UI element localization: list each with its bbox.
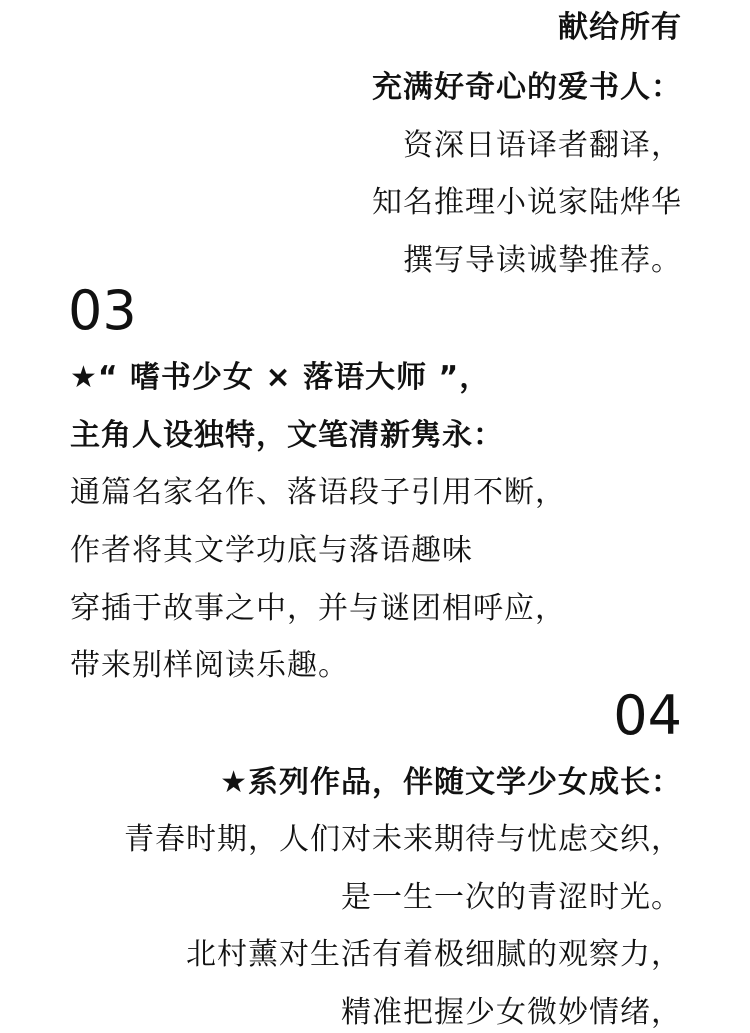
section-04-body-line-2: 是一生一次的青涩时光。 (341, 880, 682, 915)
section-04-body-line-3: 北村薰对生活有着极细腻的观察力， (186, 937, 682, 972)
section-03-heading-line-1: ★“ 嗜书少女 × 落语大师 ”， (70, 360, 491, 395)
intro-line-recommend: 撰写导读诚挚推荐。 (403, 243, 682, 278)
section-number-04: 04 (613, 684, 682, 747)
intro-line-author: 知名推理小说家陆烨华 (372, 185, 682, 220)
section-04-body-line-4: 精准把握少女微妙情绪， (341, 995, 682, 1030)
section-number-03: 03 (68, 279, 137, 342)
section-03-heading-line-2: 主角人设独特，文笔清新隽永： (70, 418, 504, 453)
section-03-body-line-2: 作者将其文学功底与落语趣味 (70, 533, 473, 568)
dedication-line-2: 充满好奇心的爱书人： (372, 70, 682, 105)
section-03-body-line-4: 带来别样阅读乐趣。 (70, 648, 349, 683)
intro-line-translator: 资深日语译者翻译， (403, 128, 682, 163)
section-04-body-line-1: 青春时期，人们对未来期待与忧虑交织， (124, 822, 682, 857)
dedication-line-1: 献给所有 (558, 10, 682, 45)
section-03-body-line-3: 穿插于故事之中，并与谜团相呼应， (70, 591, 566, 626)
section-03-body-line-1: 通篇名家名作、落语段子引用不断， (70, 475, 566, 510)
section-04-heading: ★系列作品，伴随文学少女成长： (220, 765, 682, 800)
